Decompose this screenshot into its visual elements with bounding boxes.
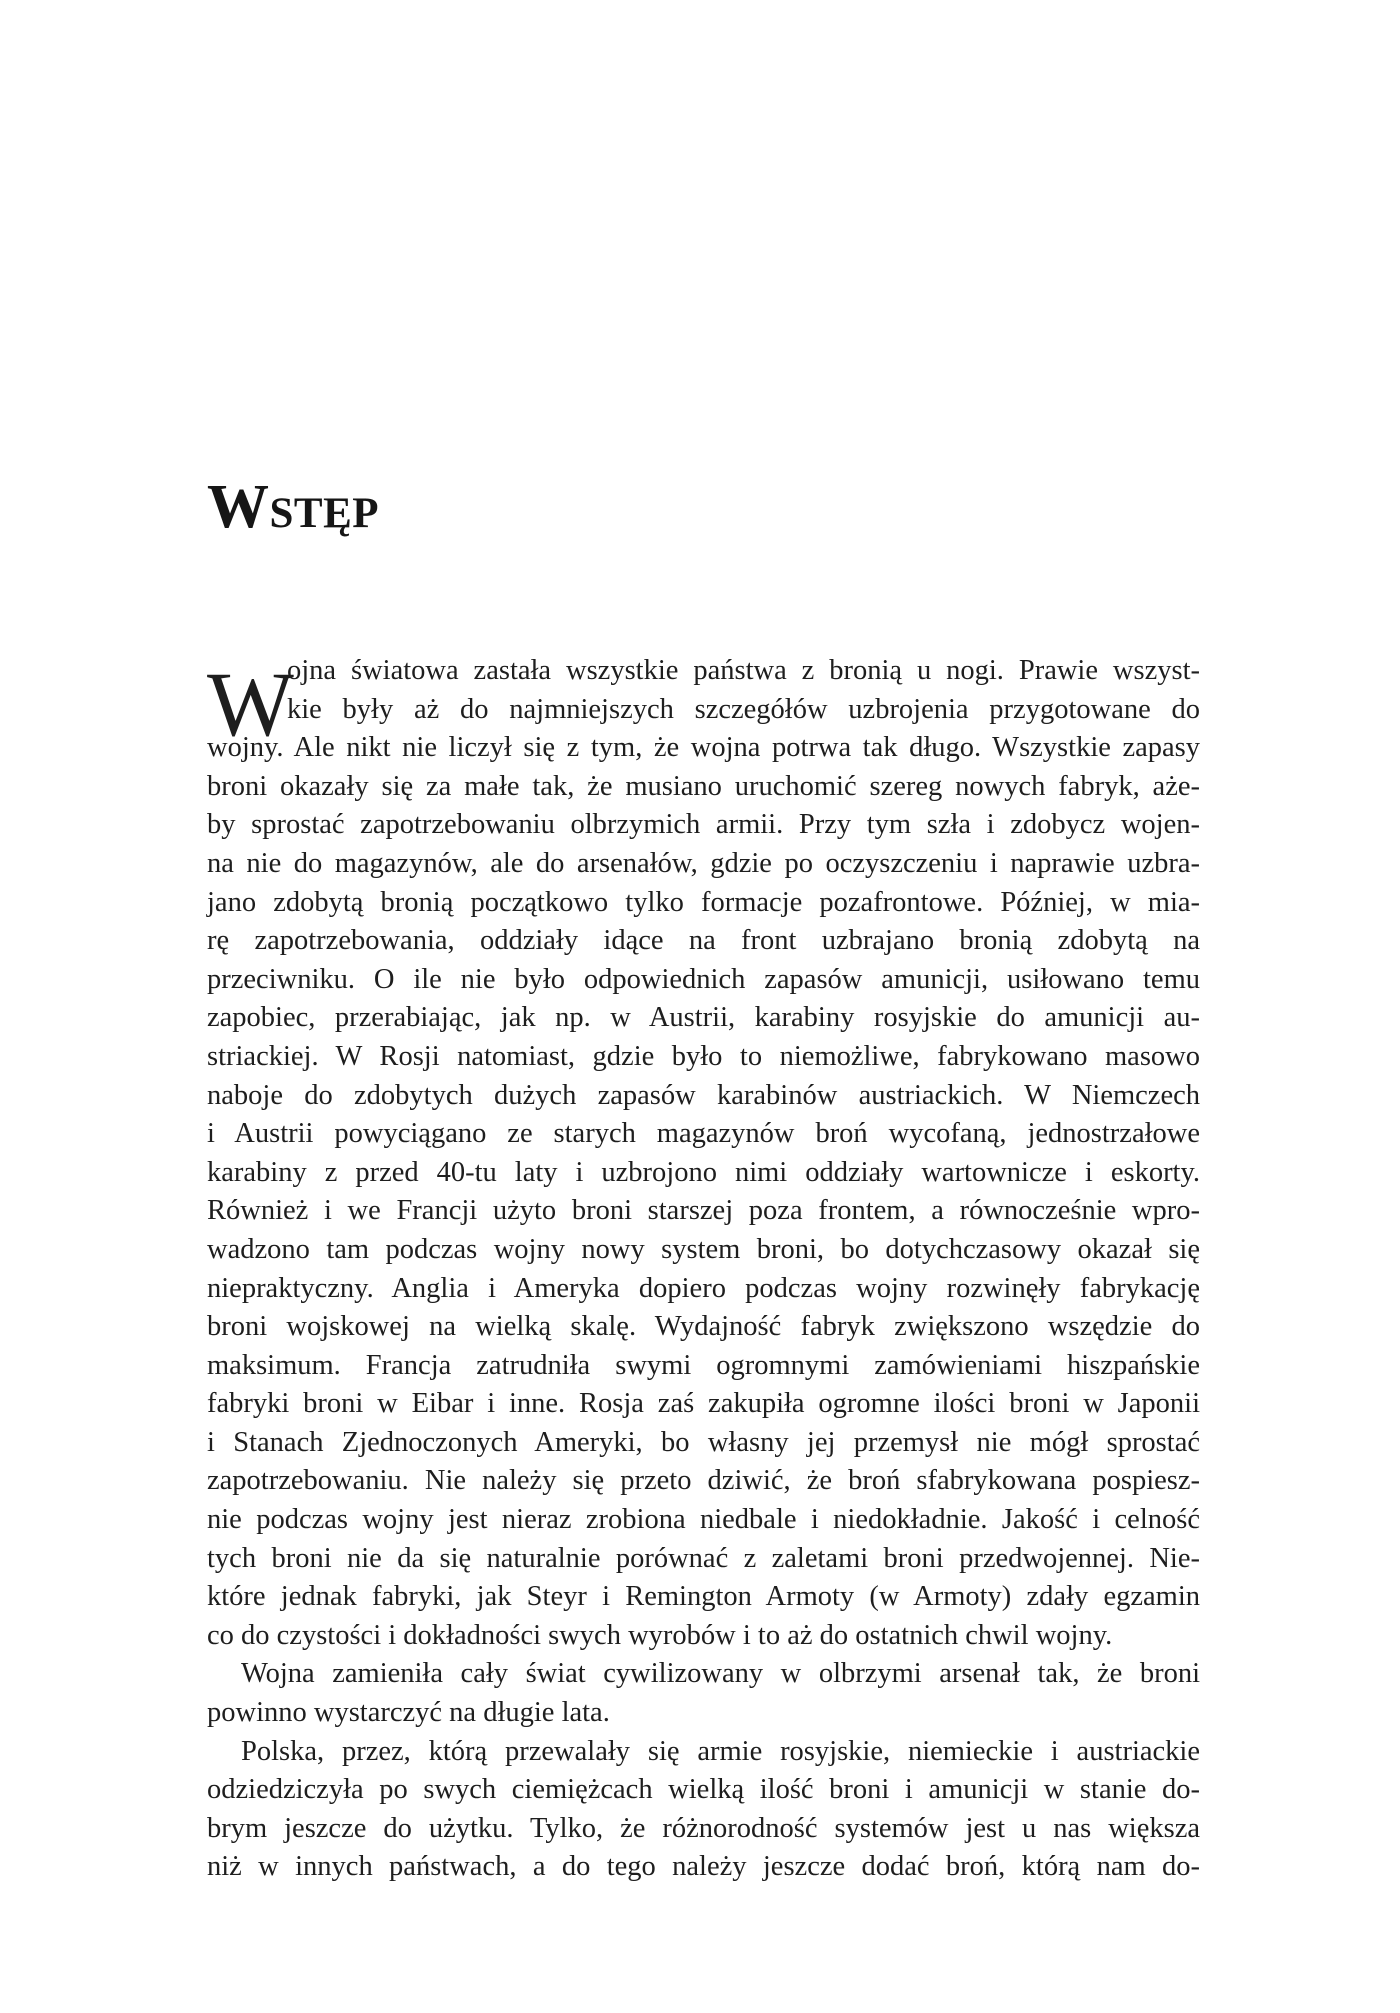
text-line: Wojna zamieniła cały świat cywilizowany w olbrzymi arsenał tak, że broni [241, 1658, 1200, 1690]
paragraph-2 [207, 1655, 1200, 1732]
text-line: nie podczas wojny jest nieraz zrobiona niedbale i niedokładnie. Jakość i celność [207, 1504, 1200, 1536]
text-line: jano zdobytą bronią początkowo tylko formacje pozafrontowe. Później, w mia- [207, 886, 1200, 918]
chapter-title: Wstęp [207, 473, 380, 541]
text-line: karabiny z przed 40-tu laty i uzbrojono nimi oddziały wartownicze i eskorty. [207, 1156, 1200, 1188]
drop-cap: W [207, 653, 294, 755]
text-line: kie były aż do najmniejszych szczegółów uzbrojenia przygotowane do [287, 693, 1200, 725]
text-line: i Stanach Zjednoczonych Ameryki, bo własny jej przemysł nie mógł sprostać [207, 1426, 1200, 1458]
paragraph-1 [207, 652, 1200, 1655]
text-line: ojna światowa zastała wszystkie państwa z bronią u nogi. Prawie wszyst- [287, 655, 1200, 686]
text-line: Polska, przez, którą przewalały się armie rosyjskie, niemieckie i austriackie [241, 1735, 1200, 1767]
text-line: przeciwniku. O ile nie było odpowiednich zapasów amunicji, usiłowano temu [207, 963, 1200, 995]
text-line: na nie do magazynów, ale do arsenałów, gdzie po oczyszczeniu i naprawie uzbra- [207, 847, 1200, 879]
text-line: broni okazały się za małe tak, że musiano uruchomić szereg nowych fabryk, aże- [207, 770, 1200, 802]
text-line: niż w innych państwach, a do tego należy jeszcze dodać broń, którą nam do- [207, 1851, 1200, 1883]
paragraph-3 [207, 1733, 1200, 1887]
text-line: niepraktyczny. Anglia i Ameryka dopiero podczas wojny rozwinęły fabrykację [207, 1272, 1200, 1304]
text-line: tych broni nie da się naturalnie porównać z zaletami broni przedwojennej. Nie- [207, 1542, 1200, 1574]
text-line: brym jeszcze do użytku. Tylko, że różnorodność systemów jest u nas większa [207, 1812, 1200, 1844]
text-line: rę zapotrzebowania, oddziały idące na front uzbrajano bronią zdobytą na [207, 925, 1200, 957]
text-line: odziedziczyła po swych ciemiężcach wielką ilość broni i amunicji w stanie do- [207, 1774, 1200, 1806]
body-text [207, 652, 1200, 1887]
text-line: które jednak fabryki, jak Steyr i Remington Armoty (w Armoty) zdały egzamin [207, 1581, 1200, 1613]
text-line: broni wojskowej na wielką skalę. Wydajność fabryk zwiększono wszędzie do [207, 1311, 1200, 1343]
text-line: powinno wystarczyć na długie lata. [207, 1697, 610, 1729]
text-line: fabryki broni w Eibar i inne. Rosja zaś zakupiła ogromne ilości broni w Japonii [207, 1388, 1200, 1420]
text-line: zapobiec, przerabiając, jak np. w Austrii, karabiny rosyjskie do amunicji au- [207, 1002, 1200, 1034]
text-line: striackiej. W Rosji natomiast, gdzie było to niemożliwe, fabrykowano masowo [207, 1040, 1200, 1072]
text-line: zapotrzebowaniu. Nie należy się przeto dziwić, że broń sfabrykowana pospiesz- [207, 1465, 1200, 1497]
text-line: naboje do zdobytych dużych zapasów karabinów austriackich. W Niemczech [207, 1079, 1200, 1111]
text-line: wadzono tam podczas wojny nowy system broni, bo dotychczasowy okazał się [207, 1233, 1200, 1265]
text-line: by sprostać zapotrzebowaniu olbrzymich armii. Przy tym szła i zdobycz wojen- [207, 809, 1200, 841]
text-line: maksimum. Francja zatrudniła swymi ogromnymi zamówieniami hiszpańskie [207, 1349, 1200, 1381]
text-line: co do czystości i dokładności swych wyrobów i to aż do ostatnich chwil wojny. [207, 1619, 1113, 1651]
text-line: Również i we Francji użyto broni starszej poza frontem, a równocześnie wpro- [207, 1195, 1200, 1227]
text-line: i Austrii powyciągano ze starych magazynów broń wycofaną, jednostrzałowe [207, 1118, 1200, 1150]
text-line: wojny. Ale nikt nie liczył się z tym, że wojna potrwa tak długo. Wszystkie zapasy [207, 732, 1200, 764]
